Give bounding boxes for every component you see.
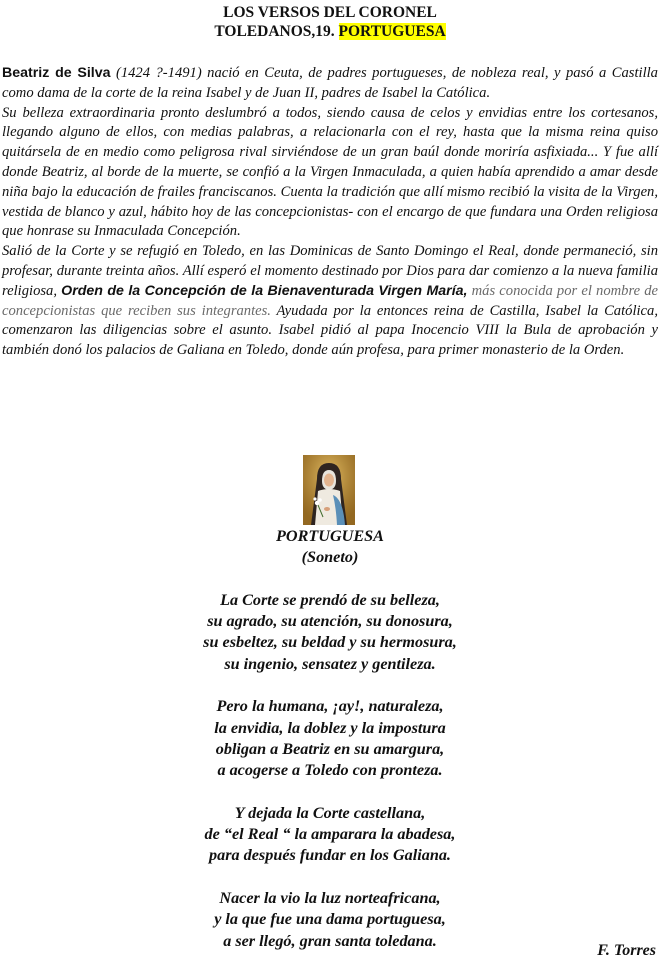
stanza-4: [0, 888, 660, 952]
poem-title: PORTUGUESA: [276, 527, 384, 545]
verse-line: a ser llegó, gran santa toledana.: [223, 931, 437, 950]
paragraph-1-text: (1424 ?-1491) nació en Ceuta, de padres portugueses, de nobleza real, y pasó a Castilla como dama de la corte de la reina Isabel y de Juan II, padres de Isabel la Católica.: [2, 65, 658, 101]
paragraph-3-text-b: Ayudada por la entonces reina de Castilla, Isabel la Católica, comenzaron las diligencias sobre el asunto. Isabel pidió al papa Inocencio VIII la Bula de aprobación y también donó los palacios de Galiana en Toledo, donde aún profesa, para primer monasterio de la Orden.: [2, 302, 658, 359]
stanza-1: [0, 590, 660, 675]
paragraph-2: Su belleza extraordinaria pronto deslumbró a todos, siendo causa de celos y envidias entre los cortesanos, llegando alguno de ellos, con medias palabras, a relacionarla con el rey, hasta que la misma reina quiso quitársela de en medio como peligrosa rival sirviéndose de un gran baúl donde moriría asfixiada... Y fue allí donde Beatriz, al borde de la muerte, se confió a la Virgen Inmaculada, a quien había aprendido a amar desde niña bajo la educación de frailes franciscanos. Cuenta la tradición que allí mismo recibió la visita de la Virgen, vestida de blanco y azul, hábito hoy de las concepcionistas- con el encargo de que fundara una Orden religiosa que honrase su Inmaculada Concepción.: [2, 104, 658, 240]
header-line-2: [0, 22, 660, 41]
paragraph-1: [2, 64, 658, 104]
order-name: Orden de la Concepción de la Bienaventurada Virgen María,: [61, 282, 468, 299]
verse-line: a acogerse a Toledo con pronteza.: [217, 761, 443, 780]
verse-line: su esbeltez, su beldad y su hermosura,: [203, 633, 457, 652]
verse-line: obligan a Beatriz en su amargura,: [215, 739, 445, 758]
author-signature: F. Torres: [597, 942, 656, 959]
verse-line: para después fundar en los Galiana.: [209, 846, 451, 865]
header-prefix: TOLEDANOS,19.: [214, 23, 335, 40]
verse-line: y la que fue una dama portuguesa,: [214, 910, 446, 929]
verse-line: la envidia, la doblez y la impostura: [214, 718, 446, 737]
verse-line: de “el Real “ la amparara la abadesa,: [204, 825, 456, 844]
verse-line: La Corte se prendó de su belleza,: [220, 590, 440, 609]
highlighted-title: PORTUGUESA: [338, 23, 446, 40]
document-header: [0, 3, 660, 41]
intro-text: [2, 64, 658, 361]
portrait-svg: [303, 455, 355, 525]
order-note: más conocida por el nombre de concepcionistas que reciben sus integrantes.: [2, 282, 658, 319]
paragraph-3-text-a: Salió de la Corte y se refugió en Toledo, en las Dominicas de Santo Domingo el Real, donde permaneció, sin profesar, durante treinta años. Allí esperó el momento destinado por Dios para dar comienzo a la nueva familia religiosa,: [2, 243, 658, 299]
verse-line: Y dejada la Corte castellana,: [234, 803, 426, 822]
nun-portrait-icon: [303, 455, 355, 525]
poem-subtitle: (Soneto): [301, 548, 359, 567]
verse-line: su ingenio, sensatez y gentileza.: [224, 654, 436, 673]
header-line-1: LOS VERSOS DEL CORONEL: [223, 4, 437, 21]
subject-name: Beatriz de Silva: [2, 65, 111, 81]
stanza-2: [0, 696, 660, 781]
paragraph-3: [2, 242, 658, 361]
sonnet: [0, 526, 660, 973]
stanza-3: [0, 803, 660, 867]
verse-line: Nacer la vio la luz norteafricana,: [219, 889, 441, 908]
verse-line: Pero la humana, ¡ay!, naturaleza,: [216, 697, 444, 716]
verse-line: su agrado, su atención, su donosura,: [207, 612, 453, 631]
